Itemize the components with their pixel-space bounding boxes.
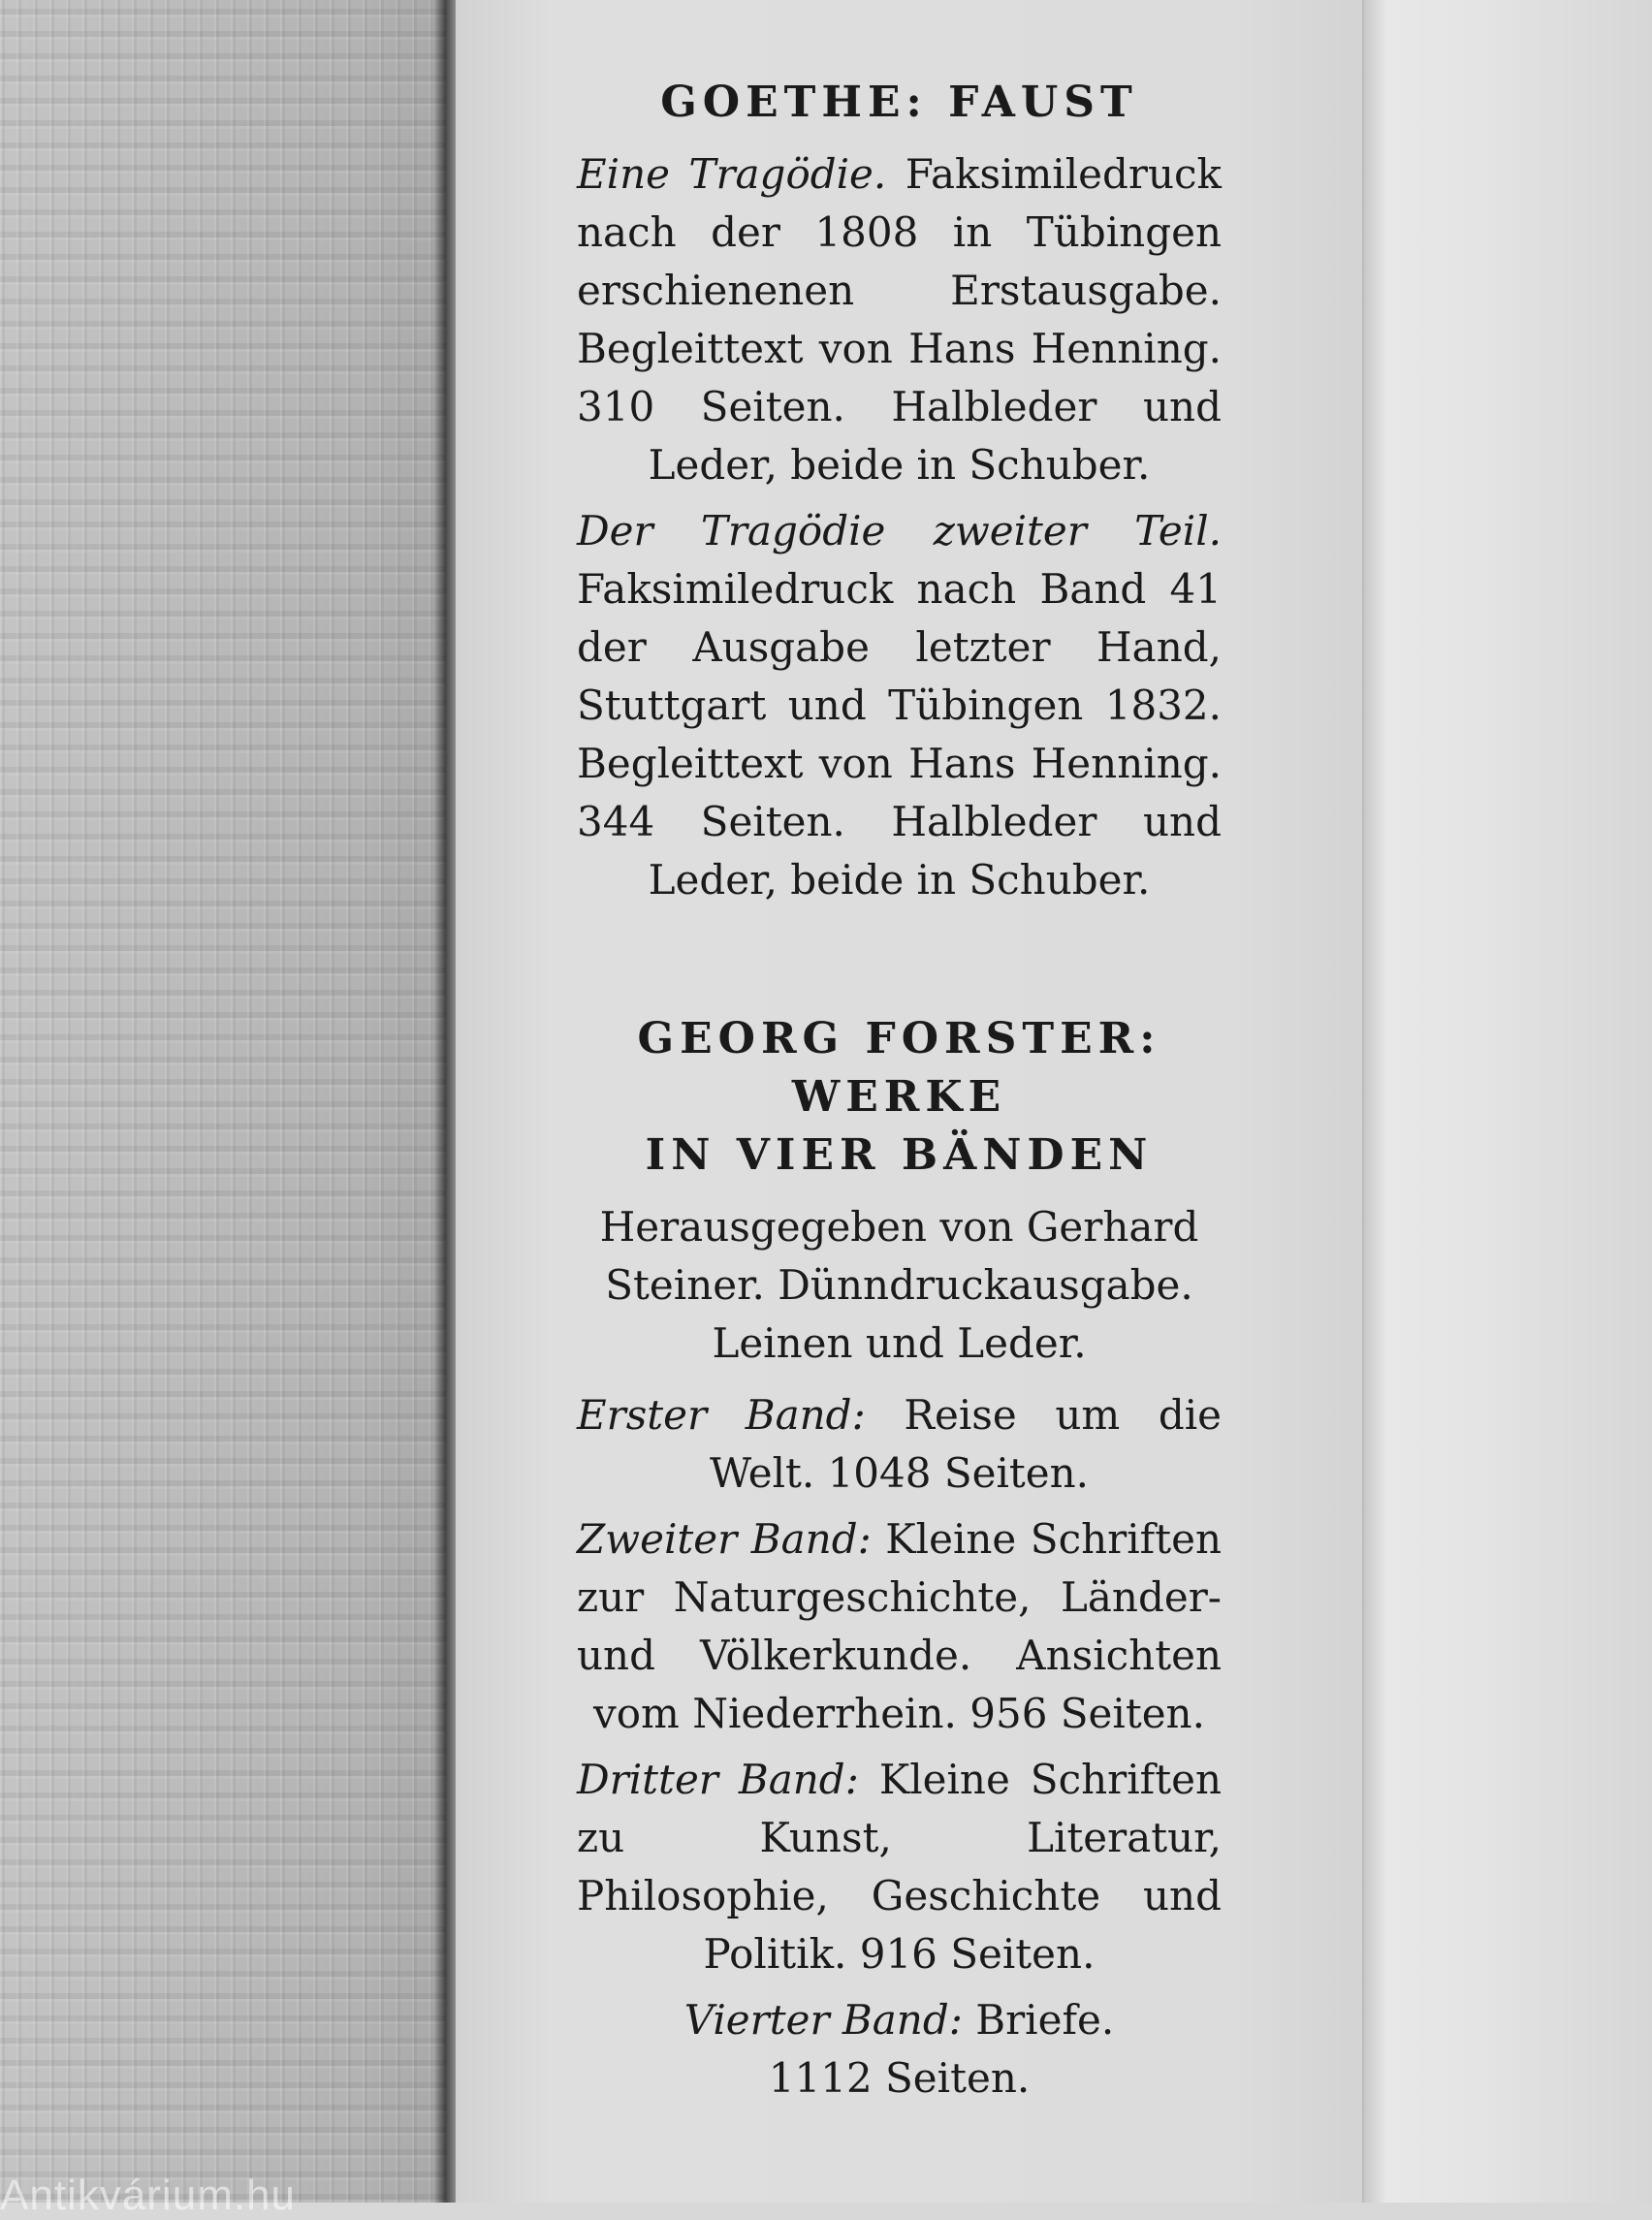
forster-volume-1-text: Reise um die Welt. 1048 Seiten. — [709, 1391, 1222, 1497]
forster-volume-4-text: Briefe. 1112 Seiten. — [768, 1996, 1115, 2102]
forster-volume-2 — [577, 1510, 1222, 1743]
right-page-edge — [1362, 0, 1652, 2203]
faust-entry-1-title: Eine Tragödie. — [577, 150, 887, 198]
forster-volume-1-title: Erster Band: — [577, 1391, 866, 1439]
faust-entry-2-text: Faksimiledruck nach Band 41 der Ausgabe letzter Hand, Stuttgart und Tübingen 1832. Begleittext von Hans Henning. 344 Seiten. Halbleder und Leder, beide in Schuber. — [577, 565, 1222, 904]
text-column — [577, 74, 1222, 2108]
watermark-text: Antikvárium.hu — [0, 2172, 297, 2219]
faust-heading: GOETHE: FAUST — [660, 78, 1138, 127]
forster-heading-line-3: IN VIER BÄNDEN — [645, 1130, 1154, 1180]
forster-volume-3 — [577, 1751, 1222, 1983]
forster-heading-line-1: GEORG FORSTER: — [637, 1014, 1161, 1063]
forster-intro: Herausgegeben von Gerhard Steiner. Dünndruckausgabe. Leinen und Leder. — [599, 1203, 1199, 1367]
forster-heading-line-2: WERKE — [791, 1072, 1007, 1122]
forster-volume-3-title: Dritter Band: — [577, 1756, 859, 1803]
forster-volume-2-title: Zweiter Band: — [577, 1515, 872, 1563]
forster-volume-4 — [577, 1991, 1222, 2108]
left-book-cover — [0, 0, 446, 2203]
forster-volume-4-title: Vierter Band: — [683, 1996, 963, 2044]
forster-volume-2-text: Kleine Schriften zur Naturgeschichte, Länder- und Völkerkunde. Ansichten vom Niederrhein. 956 Seiten. — [577, 1515, 1222, 1737]
faust-entry-1 — [577, 145, 1222, 494]
faust-entry-2 — [577, 502, 1222, 909]
forster-volume-1 — [577, 1386, 1222, 1503]
faust-entry-2-title: Der Tragödie zweiter Teil. — [577, 507, 1222, 555]
forster-volume-3-text: Kleine Schriften zu Kunst, Literatur, Philosophie, Geschichte und Politik. 916 Seiten. — [577, 1756, 1222, 1978]
faust-entry-1-text: Faksimiledruck nach der 1808 in Tübingen erschienenen Erstausgabe. Begleittext von Hans Henning. 310 Seiten. Halbleder und Leder, beide in Schuber. — [577, 150, 1222, 489]
